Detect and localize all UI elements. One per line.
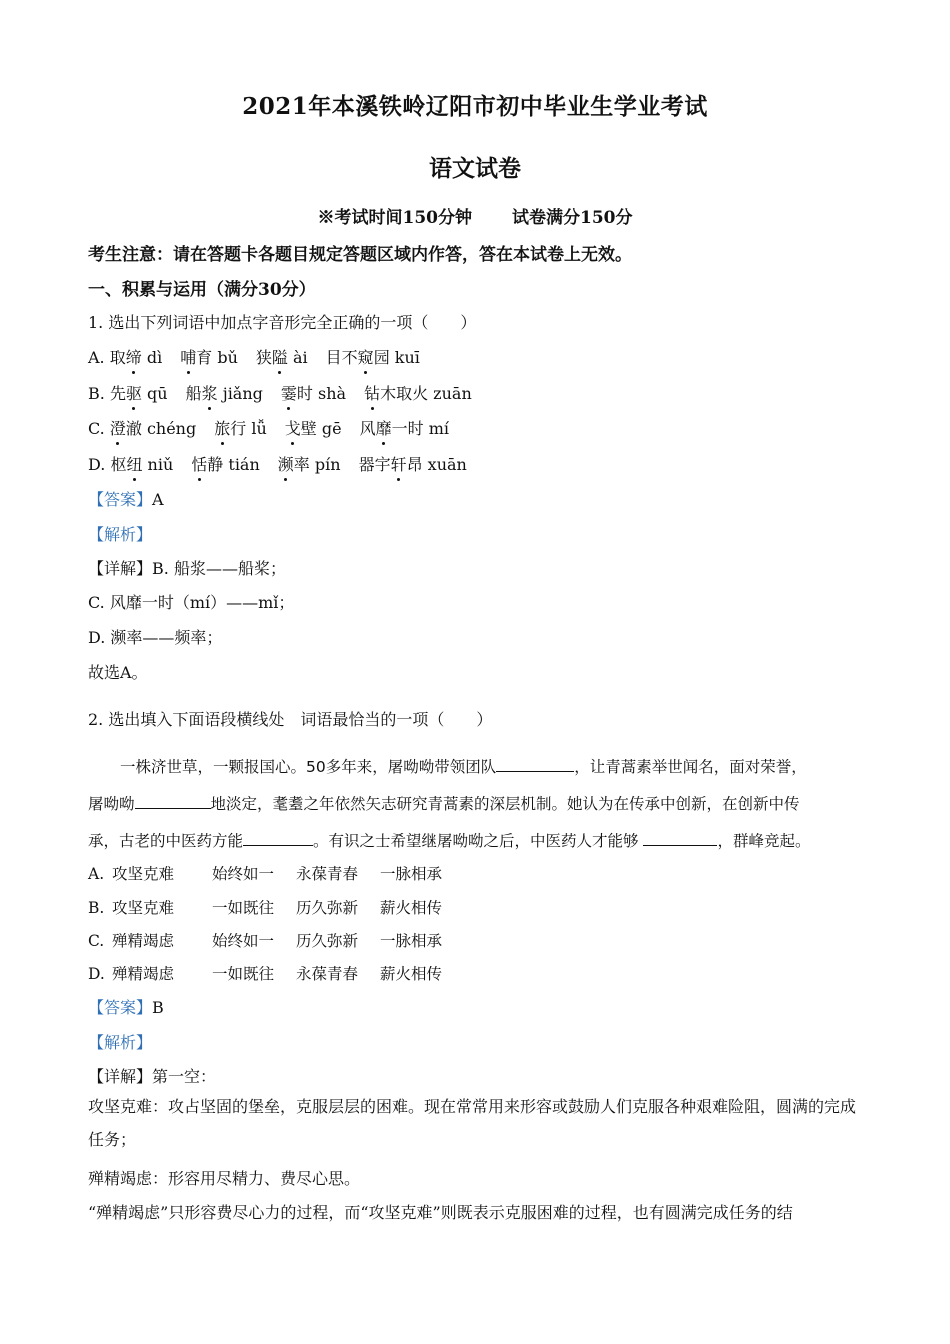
detail-text: B. 船浆——船桨； [152,559,286,578]
option-word: 濒率 pín [278,455,341,474]
option-word: 始终如一 [212,865,275,883]
option-word: 殚精竭虑 [112,932,175,950]
option-word: 一脉相承 [380,865,443,883]
q2-stem: 2. 选出填入下面语段横线处 词语最恰当的一项（ ） [88,710,493,729]
q1-option [88,416,863,439]
option-label: C. [88,419,110,438]
option-word: 殚精竭虑 [112,965,175,983]
dotted-char: 霎 [281,381,297,404]
exam-subtitle: 语文试卷 [429,155,521,182]
detail-tag: 【详解】 [88,1067,153,1086]
detail-tag: 【详解】 [88,559,153,578]
exam-meta [0,203,950,228]
dotted-char: 驱 [126,381,142,404]
answer-tag: 【答案】 [88,490,153,509]
option-word: 先驱 qū [110,384,168,403]
answer-value: B [152,998,164,1017]
q2-passage-line [88,829,863,851]
option-word: 戈壁 gē [285,419,342,438]
option-word: 狭隘 ài [256,348,308,367]
option-word: 恬静 tián [191,455,260,474]
passage-text: 屠呦呦 [88,795,135,813]
q2-passage-line [88,792,863,814]
answer-value: A [152,490,164,509]
q1-option [88,381,863,404]
q2-analysis-tag: 【解析】 [88,1033,153,1052]
option-word: 霎时 shà [281,384,346,403]
q2-option [88,962,863,984]
dotted-char: 缔 [126,345,142,368]
dotted-char: 纽 [126,452,142,475]
detail-text: 第一空： [152,1067,217,1086]
exam-time: ※考试时间150分钟 [317,208,472,228]
dotted-char: 窥 [358,345,374,368]
q1-stem: 1. 选出下列词语中加点字音形完全正确的一项（ ） [88,313,477,332]
option-label: D. [88,965,105,983]
q2-option [88,896,863,918]
q2-option [88,862,863,884]
option-word: 历久弥新 [296,899,359,917]
option-label: B. [88,899,105,917]
passage-text: 承，古老的中医药方能 [88,832,244,850]
exam-score: 试卷满分150分 [512,208,633,228]
q2-explain-3: “殚精竭虑”只形容费尽心力的过程，而“攻坚克难”则既表示克服困难的过程，也有圆满完成任务的结 [88,1203,793,1222]
blank-3 [243,831,313,846]
q1-option [88,452,863,475]
option-word: 一如既往 [212,965,275,983]
dotted-char: 轩 [391,452,407,475]
option-label: A. [88,348,110,367]
dotted-char: 靡 [376,416,392,439]
option-word: 薪火相传 [380,965,443,983]
option-word: 澄澈 chéng [110,419,196,438]
passage-text: 。有识之士希望继屠呦呦之后，中医药人才能够 [313,832,644,850]
option-word: 风靡一时 mí [360,419,449,438]
q1-detail-line: D. 濒率——频率； [88,628,223,647]
q2-explain-2: 殚精竭虑：形容用尽精力、费尽心思。 [88,1169,361,1188]
option-word: 永葆青春 [296,865,359,883]
passage-text: 地淡定，耄耋之年依然矢志研究青蒿素的深层机制。她认为在传承中创新，在创新中传 [210,795,800,813]
option-word: 薪火相传 [380,899,443,917]
option-word: 永葆青春 [296,965,359,983]
option-word: 器宇轩昂 xuān [359,455,467,474]
answer-tag: 【答案】 [88,998,153,1017]
q1-option [88,345,863,368]
option-word: 历久弥新 [296,932,359,950]
option-word: 一脉相承 [380,932,443,950]
option-word: 攻坚克难 [112,865,175,883]
dotted-char: 浆 [202,381,218,404]
blank-2 [135,794,211,809]
dotted-char: 哺 [180,345,196,368]
option-word: 一如既往 [212,899,275,917]
dotted-char: 隘 [272,345,288,368]
option-label: C. [88,932,105,950]
dotted-char: 恬 [191,452,207,475]
section-heading: 一、积累与运用（满分30分） [88,280,316,300]
option-word: 哺育 bǔ [180,348,238,367]
option-word: 钻木取火 zuān [364,384,472,403]
option-word: 取缔 dì [110,348,162,367]
dotted-char: 濒 [278,452,294,475]
blank-1 [496,757,574,772]
q2-detail-line [88,1064,863,1087]
exam-notice: 考生注意：请在答题卡各题目规定答题区域内作答，答在本试卷上无效。 [88,245,632,265]
exam-title: 2021年本溪铁岭辽阳市初中毕业生学业考试 [242,93,708,120]
option-label: D. [88,455,111,474]
dotted-char: 澄 [110,416,126,439]
blank-4 [643,831,717,846]
option-word: 目不窥园 kuī [326,348,420,367]
q2-passage-line [120,755,895,777]
q1-answer [88,487,863,510]
passage-text: 一株济世草，一颗报国心。50多年来，屠呦呦带领团队 [120,758,497,776]
option-word: 始终如一 [212,932,275,950]
q1-detail-line: C. 风靡一时（mí）——mǐ； [88,593,295,612]
q2-answer [88,995,863,1018]
dotted-char: 钻 [364,381,380,404]
option-word: 船浆 jiǎng [186,384,263,403]
passage-text: ，群峰竞起。 [717,832,811,850]
q1-analysis-tag: 【解析】 [88,525,153,544]
q2-option [88,929,863,951]
option-word: 攻坚克难 [112,899,175,917]
q1-detail-line: 故选A。 [88,663,148,682]
option-word: 枢纽 niǔ [110,455,173,474]
passage-text: ，让青蒿素举世闻名，面对荣誉， [574,758,807,776]
q2-explain-1: 攻坚克难：攻占坚固的堡垒，克服层层的困难。现在常常用来形容或鼓励人们克服各种艰难险阻，圆满的完成任务； [88,1097,857,1149]
option-label: B. [88,384,110,403]
q1-detail-line [88,556,863,579]
option-label: A. [88,865,105,883]
dotted-char: 旅 [214,416,230,439]
dotted-char: 戈 [285,416,301,439]
option-word: 旅行 lǚ [214,419,267,438]
